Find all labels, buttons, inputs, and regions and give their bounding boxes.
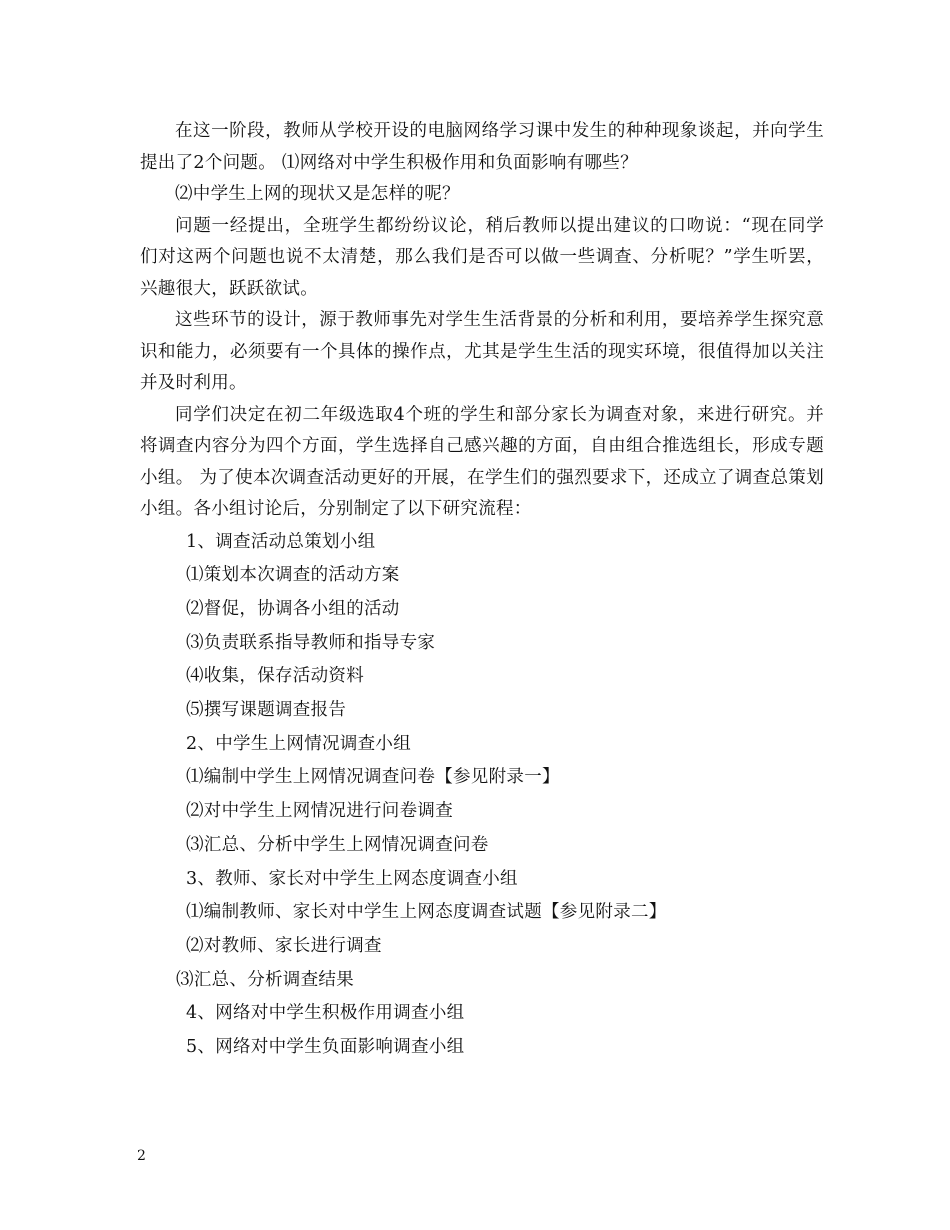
list-item: ⑶汇总、分析中学生上网情况调查问卷	[186, 834, 489, 855]
paragraph-design: 这些环节的设计，源于教师事先对学生生活背景的分析和利用，要培养学生探究意识和能力，必须要有一个具体的操作点，尤其是学生生活的现实环境，很值得加以关注并及时利用。	[140, 310, 824, 393]
list-item: ⑴编制中学生上网情况调查问卷【参见附录一】	[186, 767, 560, 788]
list-item: 2、中学生上网情况调查小组	[186, 733, 412, 754]
list-item: ⑴策划本次调查的活动方案	[186, 565, 400, 586]
list-item: ⑶负责联系指导教师和指导专家	[186, 632, 436, 653]
paragraph-discussion: 问题一经提出，全班学生都纷纷议论，稍后教师以提出建议的口吻说：“现在同学们对这两个问题也说不太清楚，那么我们是否可以做一些调查、分析呢？”学生听罢，兴趣很大，跃跃欲试。	[140, 215, 824, 299]
list-item: 1、调查活动总策划小组	[186, 531, 376, 552]
list-item: ⑸撰写课题调查报告	[186, 700, 347, 721]
list-item: 3、教师、家长对中学生上网态度调查小组	[186, 868, 518, 889]
list-item: ⑵督促，协调各小组的活动	[186, 598, 400, 619]
list-item: ⑴编制教师、家长对中学生上网态度调查试题【参见附录二】	[186, 902, 667, 923]
page-number: 2	[137, 1148, 146, 1164]
list-item: ⑵对教师、家长进行调查	[186, 935, 382, 956]
list-item: ⑵对中学生上网情况进行问卷调查	[186, 801, 453, 822]
paragraph-intro: 在这一阶段，教师从学校开设的电脑网络学习课中发生的种种现象谈起，并向学生提出了2个问题。 ⑴网络对中学生积极作用和负面影响有哪些？	[140, 121, 824, 173]
paragraph-groups: 同学们决定在初二年级选取4个班的学生和部分家长为调查对象，来进行研究。并将调查内容分为四个方面，学生选择自己感兴趣的方面，自由组合推选组长，形成专题小组。 为了使本次调查活动更好的开展，在学生们的强烈要求下，还成立了调查总策划小组。各小组讨论后，分别制定了以下研究流程：	[140, 404, 824, 519]
list-item: 5、网络对中学生负面影响调查小组	[186, 1037, 465, 1058]
document-body	[140, 116, 824, 1065]
paragraph-question-2: ⑵中学生上网的现状又是怎样的呢？	[175, 184, 460, 204]
list-item: 4、网络对中学生积极作用调查小组	[186, 1003, 465, 1024]
list-item: ⑶汇总、分析调查结果	[176, 969, 354, 990]
list-item: ⑷收集，保存活动资料	[186, 666, 364, 687]
